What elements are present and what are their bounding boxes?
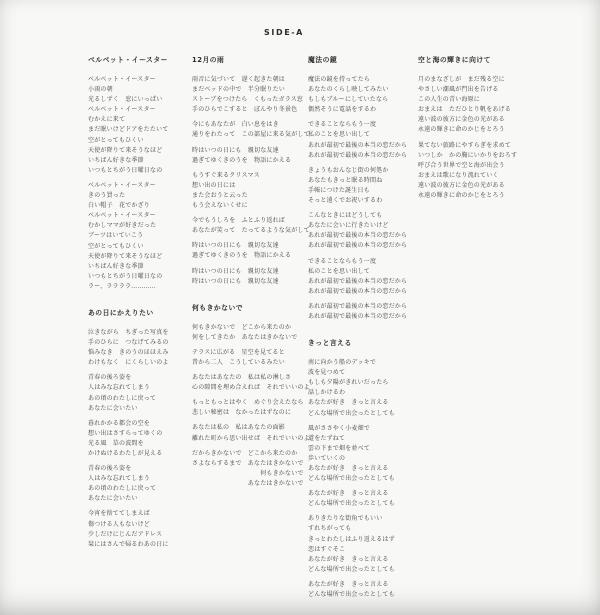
lyric-line: 人はみな忘れてしまう bbox=[88, 384, 151, 392]
lyric-line: 白い帽子 花でかざり bbox=[88, 202, 151, 210]
lyric-line: そっと遠くでお祝いするわ bbox=[308, 197, 383, 205]
lyric-line: あなたが笑って たってるような気がして bbox=[192, 227, 310, 235]
lyric-line: あれが最初で最後の本当の恋だから bbox=[308, 232, 408, 240]
lyric-line: 時はいつの日にも 親切な友達 bbox=[192, 242, 279, 250]
lyrics-column bbox=[308, 54, 407, 600]
lyric-line: 時はいつの日にも 親切な友達 bbox=[192, 267, 279, 275]
lyric-line: むかしママが好きだった bbox=[88, 222, 157, 230]
lyric-line: どんな場所で出会ったとしても bbox=[308, 500, 395, 508]
lyric-line: 想い出はさすらってゆくの bbox=[88, 429, 163, 437]
stanza bbox=[192, 241, 310, 261]
stanza bbox=[192, 449, 310, 489]
stanza bbox=[192, 216, 310, 236]
stanza bbox=[192, 267, 310, 287]
lyric-line: 手帳につけた誕生日も bbox=[308, 186, 370, 194]
lyric-line: あなたはきかないで bbox=[192, 479, 304, 487]
lyric-line: 栞にはさんで帰るわあの日に bbox=[88, 540, 169, 548]
lyric-line: 青春の後ろ姿を bbox=[88, 374, 132, 382]
stanza bbox=[192, 171, 310, 211]
lyric-line: 果てない旅路にやすらぎを求めて bbox=[418, 141, 512, 149]
song bbox=[308, 337, 407, 600]
lyric-line: 通りをわたって この部屋に来る気がして bbox=[192, 131, 310, 139]
lyric-line: 少しだけにじんだアドレス bbox=[88, 530, 163, 538]
stanza bbox=[192, 75, 310, 115]
song bbox=[308, 54, 407, 322]
song-title: 12月の雨 bbox=[192, 56, 225, 64]
lyrics-column bbox=[418, 54, 517, 201]
song bbox=[192, 302, 310, 489]
lyric-line: 手のひらに つなげてみるの bbox=[88, 339, 169, 347]
lyric-line: 何をしてきたか あなたはきかないで bbox=[192, 333, 298, 341]
lyric-line: あれが最初で最後の本当の恋だから bbox=[308, 287, 408, 295]
lyric-line: 空がとってもひくい bbox=[88, 242, 144, 250]
stanza bbox=[308, 75, 407, 115]
lyric-line: おまえは ただひとり帆をあげる bbox=[418, 106, 512, 114]
lyrics-column bbox=[192, 54, 310, 489]
lyric-line: 私のことを思い出して bbox=[308, 267, 371, 275]
lyric-line: 今でもうしろを ふとふり返れば bbox=[192, 217, 286, 225]
lyric-line: かけぬけるわたしが見える bbox=[88, 450, 163, 457]
stanza bbox=[418, 75, 517, 136]
stanza bbox=[192, 146, 310, 166]
lyric-line: もうすぐ来るクリスマス bbox=[192, 171, 260, 179]
lyric-line: ベルベット・イースター bbox=[88, 106, 156, 114]
lyric-line: 天使が降りて来そうなほど bbox=[88, 252, 163, 260]
lyric-line: 波を見つめて bbox=[308, 369, 346, 377]
stanza bbox=[308, 257, 407, 297]
song-title: 何もきかないで bbox=[192, 303, 244, 312]
song-title: 空と海の輝きに向けて bbox=[418, 56, 491, 64]
lyric-line: むかえに来て bbox=[88, 116, 126, 124]
lyric-line: もっともっとはやく めぐり会えたなら bbox=[192, 399, 304, 407]
lyric-line: あなたが好き きっと言える bbox=[308, 490, 389, 498]
stanza bbox=[88, 181, 169, 292]
lyric-line: まだ眠いけどドアをたたいて bbox=[88, 126, 169, 134]
lyric-line: あなたに会いたい bbox=[88, 495, 138, 503]
lyric-line: 偶然そうに電話をするわ bbox=[308, 106, 377, 114]
lyric-line: 小雨の朝 bbox=[88, 86, 113, 94]
lyric-line: だからきかないで どこから来たのか bbox=[192, 449, 298, 457]
stanza bbox=[192, 120, 310, 140]
stanza bbox=[308, 580, 407, 600]
lyric-line: あなたのくらし映してみたい bbox=[308, 86, 389, 94]
lyric-line: テラスに広がる 星空を見てると bbox=[192, 348, 285, 356]
stanza bbox=[308, 120, 407, 160]
lyric-line: さよならするまで あなたはきかないで bbox=[192, 459, 304, 467]
lyric-line: あれが最初で最後の本当の恋だから bbox=[308, 151, 408, 159]
lyric-line: 暮れかかる都会の空を bbox=[88, 419, 151, 427]
lyric-line: 今にもあなたが 白い息をはき bbox=[192, 121, 279, 129]
stanza bbox=[308, 489, 407, 509]
stanza bbox=[88, 419, 169, 459]
lyric-line: 過ぎてゆくきのうを 物語にかえる bbox=[192, 156, 292, 164]
lyric-line: どんな場所で出会ったとしても bbox=[308, 409, 395, 417]
lyric-line: 魔法の鏡を持ってたら bbox=[308, 76, 371, 83]
lyric-line: もう会えないくせに bbox=[192, 202, 248, 210]
song-title: 魔法の鏡 bbox=[308, 56, 338, 64]
lyric-line: もしも夕陽がきれいだったら bbox=[308, 379, 389, 387]
lyric-line: 泣きながら ちぎった写真を bbox=[88, 328, 169, 336]
lyric-line: あなたもきっと眠る時間ね bbox=[308, 176, 383, 184]
lyric-line: あなたに会いに行きたいけど bbox=[308, 222, 389, 230]
lyric-line: あなたはあなたの 私は私の淋しさ bbox=[192, 374, 292, 382]
lyric-line: 昔から二人 こうしているみたい bbox=[192, 358, 286, 366]
lyric-line: 恋はすぐそこ bbox=[308, 545, 346, 553]
stanza bbox=[192, 398, 310, 418]
lyric-line: 離れた町から思い出せば それでいいのよ bbox=[192, 434, 310, 442]
stanza bbox=[88, 75, 169, 176]
lyric-line: ありきたりな街角でもいい bbox=[308, 515, 383, 523]
lyric-line: あなたが好き きっと言える bbox=[308, 465, 389, 472]
lyric-line: きっとわたしはふり返えるはず bbox=[308, 535, 395, 543]
lyric-line: どんな場所で出会ったとしても bbox=[308, 565, 395, 573]
lyric-line: ストーブをつけたら くもったガラス窓 bbox=[192, 96, 304, 104]
lyric-line: この人生の青い海原に bbox=[418, 96, 481, 104]
lyric-line: 想い出の日には bbox=[192, 181, 236, 189]
lyric-line: 月のまなざしが まだ残る空に bbox=[418, 76, 505, 83]
lyric-line: 話しかけるわ bbox=[308, 389, 346, 397]
stanza bbox=[192, 373, 310, 393]
lyric-line: わけもなく にくらしいのよ bbox=[88, 359, 169, 367]
lyric-line: あなたが好き きっと言える bbox=[308, 555, 389, 563]
lyric-line: あれが最初で最後の本当の恋だから bbox=[308, 277, 408, 285]
lyric-line: 呼び合う世界で空と海が出会う bbox=[418, 161, 505, 169]
lyric-line: 空がとってもひくい bbox=[88, 136, 144, 144]
stanza bbox=[308, 166, 407, 206]
lyric-line: 雨音に気づいて 遅く起きた朝は bbox=[192, 76, 286, 83]
song bbox=[88, 307, 169, 550]
lyric-line: いちばん好きな季節 bbox=[88, 156, 144, 164]
lyric-line: いつもとちがう日曜日なの bbox=[88, 166, 163, 174]
lyric-line: ベルベット・イースター bbox=[88, 212, 156, 220]
song bbox=[418, 54, 517, 201]
song bbox=[88, 54, 169, 292]
lyric-line: 何もきかないで どこから来たのか bbox=[192, 323, 292, 331]
lyric-line: こんなときにはどうしても bbox=[308, 212, 383, 220]
stanza bbox=[192, 423, 310, 443]
lyric-line: 遠い波の彼方に金色の光がある bbox=[418, 116, 505, 124]
lyric-line: できることならもう一度 bbox=[308, 121, 377, 129]
lyric-line: 風がささやく小麦畑で bbox=[308, 424, 371, 432]
lyric-line: あなたは私の 私はあなたの面影 bbox=[192, 424, 286, 432]
lyric-line: あの頃のわたしに戻って bbox=[88, 394, 157, 402]
lyric-line: 過ぎてゆくきのうを 物語にかえる bbox=[192, 252, 292, 260]
lyric-line: きのう買った bbox=[88, 192, 126, 200]
lyric-line: あなたが好き きっと言える bbox=[308, 580, 389, 588]
lyric-line: 天使が降りて来そうなほど bbox=[88, 146, 163, 154]
song-title: ベルベット・イースター bbox=[88, 56, 168, 64]
lyric-line: 光るしずく 窓にいっぱい bbox=[88, 96, 163, 104]
lyric-line: あなたに会いたい bbox=[88, 404, 138, 412]
stanza bbox=[308, 514, 407, 575]
lyric-line: ラー、ララララ………… bbox=[88, 282, 156, 290]
lyric-line: ベルベット・イースター bbox=[88, 181, 156, 189]
lyric-line: いつもとちがう日曜日なの bbox=[88, 272, 163, 280]
song bbox=[192, 54, 310, 287]
lyric-line: 悲しい秘密は なかったはずなのに bbox=[192, 409, 292, 417]
lyric-line: 何もきかないで bbox=[192, 469, 304, 477]
stanza bbox=[308, 424, 407, 485]
lyric-line: あれが最初で最後の本当の恋だから bbox=[308, 312, 408, 320]
lyric-line: まだベッドの中で 半分眠りたい bbox=[192, 86, 286, 94]
lyric-line: やさしい潮風が門出を告げる bbox=[418, 86, 499, 94]
lyric-line: ベルベット・イースター bbox=[88, 76, 156, 83]
song-title: きっと言える bbox=[308, 339, 352, 348]
lyric-line: 永遠の輝きに命のかじをとろう bbox=[418, 192, 505, 200]
lyric-line: きょうもおんなじ街の何処か bbox=[308, 166, 389, 174]
lyric-line: 私のことを思い出して bbox=[308, 131, 371, 139]
lyric-line: 歩いていくの bbox=[308, 454, 346, 462]
lyric-line: いつしか かの胸にいかりをおろす bbox=[418, 151, 518, 159]
lyric-line: あなたが好き きっと言える bbox=[308, 399, 389, 407]
lyric-line: 雲の下まで畑を並べて bbox=[308, 444, 371, 452]
stanza bbox=[88, 464, 169, 504]
stanza bbox=[308, 211, 407, 251]
stanza bbox=[308, 358, 407, 419]
lyric-line: あれが最初で最後の本当の恋だから bbox=[308, 302, 408, 310]
stanza bbox=[308, 302, 407, 322]
stanza bbox=[88, 509, 169, 549]
stanza bbox=[192, 323, 310, 343]
stanza bbox=[88, 373, 169, 413]
lyric-line: 心の隙間を埋め合えれば それでいいのよ bbox=[192, 384, 310, 392]
lyric-line: できることならもう一度 bbox=[308, 257, 377, 265]
lyric-line: あれが最初で最後の本当の恋だから bbox=[308, 242, 408, 250]
lyric-line: 南に向かう船のデッキで bbox=[308, 359, 377, 367]
lyric-line: あの頃のわたしに戻って bbox=[88, 485, 157, 493]
lyric-line: 遠い波の彼方に金色の光がある bbox=[418, 181, 505, 189]
lyric-line: 時はいつの日にも 親切な友達 bbox=[192, 277, 279, 285]
lyric-line: おまえは歌になり流れていく bbox=[418, 171, 499, 179]
lyric-line: どんな場所で出会ったとしても bbox=[308, 475, 395, 483]
lyric-line: 今宵を捨ててしまえば bbox=[88, 510, 151, 518]
lyrics-column bbox=[88, 54, 169, 550]
lyric-line: 悩みなき きのうのほほえみ bbox=[88, 349, 169, 357]
lyric-line: 手のひらでこすると ぼんやり冬景色 bbox=[192, 106, 298, 114]
lyric-line: いちばん好きな季節 bbox=[88, 262, 144, 270]
stanza bbox=[88, 328, 169, 368]
lyric-line: 道をたずねて bbox=[308, 434, 346, 442]
lyric-line: すれちがっても bbox=[308, 525, 352, 533]
stanza bbox=[192, 348, 310, 368]
lyric-line: また会おうと云った bbox=[192, 191, 248, 199]
song-title: あの日にかえりたい bbox=[88, 308, 154, 317]
lyric-line: ブーツはいていこう bbox=[88, 232, 144, 240]
lyric-line: どんな場所で出会ったとしても bbox=[308, 591, 395, 599]
lyric-line: 人はみな忘れてしまう bbox=[88, 475, 151, 483]
lyric-line: もしもブルーにしていたなら bbox=[308, 96, 389, 104]
lyric-line: 傷つける人もないけど bbox=[88, 520, 151, 528]
lyric-line: 青春の後ろ姿を bbox=[88, 465, 132, 473]
lyric-line: 光る風 草の波間を bbox=[88, 439, 144, 447]
lyric-line: あれが最初で最後の本当の恋だから bbox=[308, 141, 408, 149]
stanza bbox=[418, 141, 517, 202]
side-label: SIDE-A bbox=[264, 28, 304, 37]
lyric-line: 時はいつの日にも 親切な友達 bbox=[192, 146, 279, 154]
lyric-line: 永遠の輝きに命のかじをとろう bbox=[418, 126, 505, 134]
